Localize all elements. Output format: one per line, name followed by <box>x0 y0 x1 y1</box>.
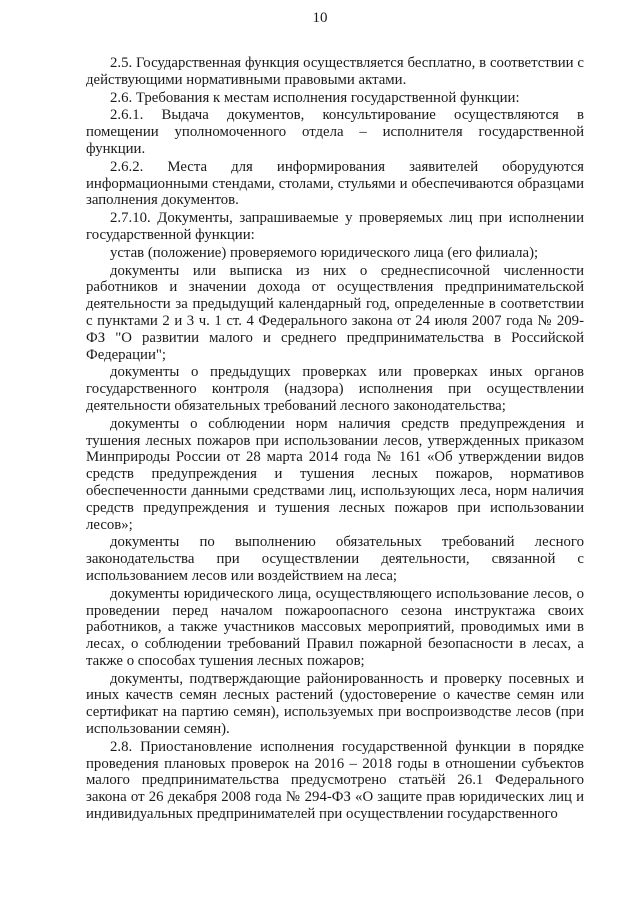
paragraph-2-6-2: 2.6.2. Места для информирования заявителей оборудуются информационными стендами, столами, стульями и обеспечиваются образцами заполнения документов. <box>86 158 584 209</box>
paragraph-2-5: 2.5. Государственная функция осуществляется бесплатно, в соответствии с действующими нормативными правовыми актами. <box>86 55 584 88</box>
list-item-fire-prevention-norms: документы о соблюдении норм наличия средств предупреждения и тушения лесных пожаров при использовании лесов, утвержденных приказом Минприроды России от 28 марта 2014 года № 161 «Об утверждении видов средств предупреждения и тушения лесных пожаров, нормативов обеспеченности данными средствами лиц, использующих леса, норм наличия средств предупреждения и тушения лесных пожаров при использовании лесов»; <box>86 415 584 533</box>
list-item-headcount-documents: документы или выписка из них о среднесписочной численности работников и значении дохода от осуществления предпринимательской деятельности за предыдущий календарный год, определенные в соответствии с пунктами 2 и 3 ч. 1 ст. 4 Федерального закона от 24 июля 2007 года № 209-ФЗ "О развитии малого и среднего предпринимательства в Российской Федерации"; <box>86 262 584 363</box>
list-item-seed-quality-documents: документы, подтверждающие районированность и проверку посевных и иных качеств семян лесных растений (удостоверение о качестве семян или сертификат на партию семян), используемых при воспроизводстве лесов (при использовании семян). <box>86 670 584 738</box>
list-item-forest-law-compliance: документы по выполнению обязательных требований лесного законодательства при осуществлении деятельности, связанной с использованием лесов или воздействием на леса; <box>86 534 584 584</box>
list-item-previous-inspections: документы о предыдущих проверках или проверках иных органов государственного контроля (надзора) исполнения при осуществлении деятельности обязательных требований лесного законодательства; <box>86 364 584 414</box>
paragraph-2-8: 2.8. Приостановление исполнения государственной функции в порядке проведения плановых проверок на 2016 – 2018 годы в отношении субъектов малого предпринимательства предусмотрено статьёй 26.1 Федерального закона от 26 декабря 2008 года № 294-ФЗ «О защите прав юридических лиц и индивидуальных предпринимателей при осуществлении государственного <box>86 738 584 823</box>
paragraph-2-6: 2.6. Требования к местам исполнения государственной функции: <box>110 89 520 106</box>
paragraph-2-6-1: 2.6.1. Выдача документов, консультирование осуществляются в помещении уполномоченного отдела – исполнителя государственной функции. <box>86 107 584 157</box>
list-item-fire-safety-briefing: документы юридического лица, осуществляющего использование лесов, о проведении перед началом пожароопасного сезона инструктажа своих работников, а также участников массовых мероприятий, проводимых ими в лесах, о соблюдении требований Правил пожарной безопасности в лесах, а также о способах тушения лесных пожаров; <box>86 585 584 669</box>
paragraph-2-7-10: 2.7.10. Документы, запрашиваемые у проверяемых лиц при исполнении государственной функции: <box>86 210 584 243</box>
page-number: 10 <box>312 10 328 26</box>
document-body <box>86 55 584 824</box>
list-item-charter: устав (положение) проверяемого юридического лица (его филиала); <box>110 244 539 261</box>
